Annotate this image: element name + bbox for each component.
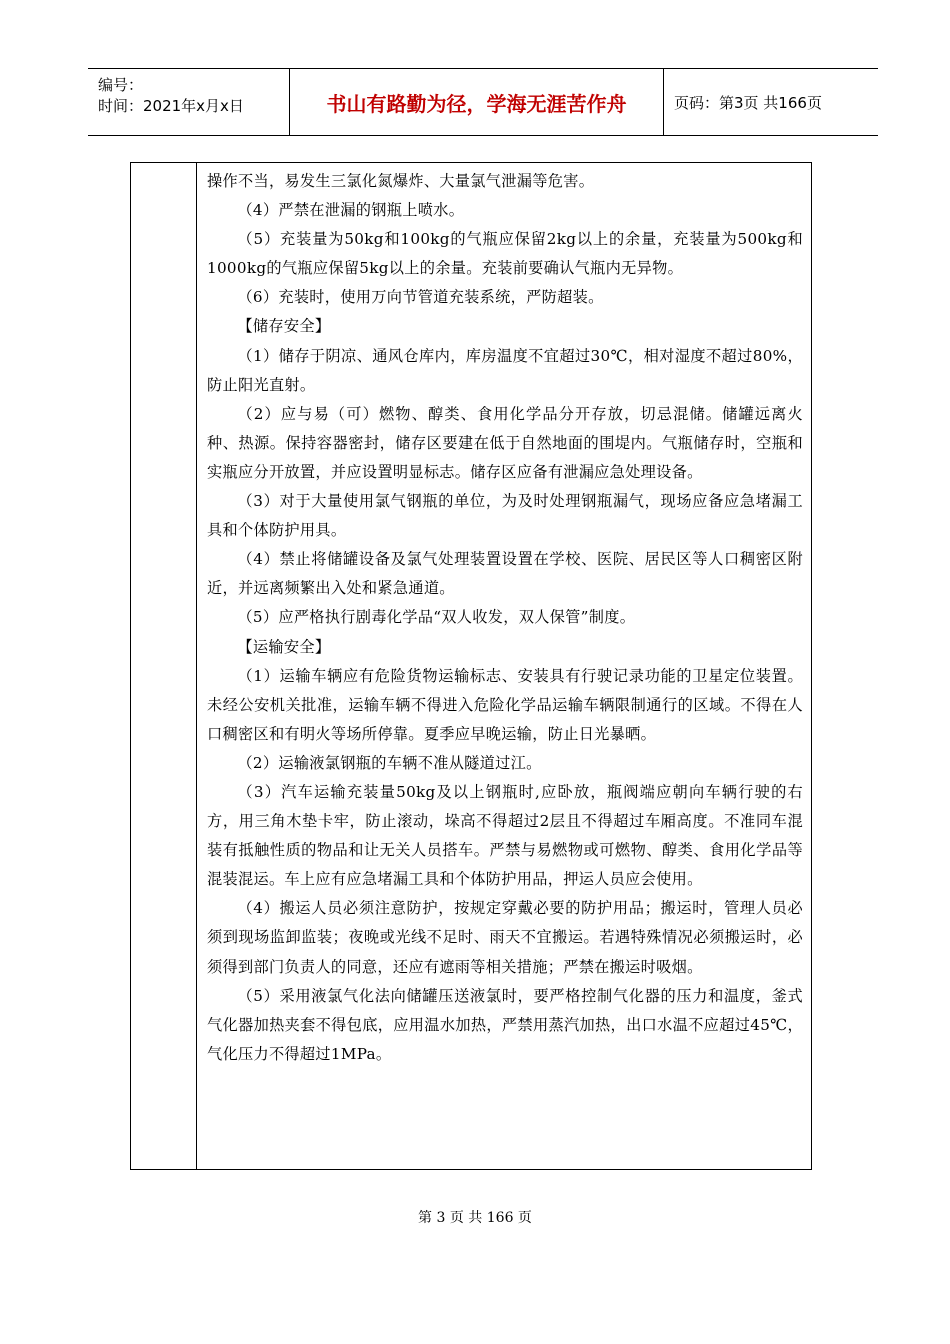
paragraph: （4）禁止将储罐设备及氯气处理装置设置在学校、医院、居民区等人口稠密区附近，并远离频繁出入处和紧急通道。 — [207, 550, 803, 598]
paragraph: （1）储存于阴凉、通风仓库内，库房温度不宜超过30℃，相对湿度不超过80%，防止阳光直射。 — [207, 346, 803, 394]
page-footer: 第 3 页 共 166 页 — [418, 1210, 532, 1226]
paragraph: （6）充装时，使用万向节管道充装系统，严防超装。 — [237, 288, 604, 307]
paragraph: （2）应与易（可）燃物、醇类、食用化学品分开存放，切忌混储。储罐远离火种、热源。保持容器密封，储存区要建在低于自然地面的围堤内。气瓶储存时，空瓶和实瓶应分开放置，并应设置明显标志。储存区应备有泄漏应急处理设备。 — [207, 404, 803, 481]
paragraph: （4）严禁在泄漏的钢瓶上喷水。 — [237, 201, 465, 220]
paragraph: 操作不当，易发生三氯化氮爆炸、大量氯气泄漏等危害。 — [207, 172, 595, 190]
document-time-label: 时间：2021年x月x日 — [98, 97, 244, 115]
paragraph: （3）汽车运输充装量50kg及以上钢瓶时,应卧放，瓶阀端应朝向车辆行驶的右方，用三角木垫卡牢，防止滚动，垛高不得超过2层且不得超过车厢高度。不准同车混装有抵触性质的物品和让无关人员搭车。严禁与易燃物或可燃物、醇类、食用化学品等混装混运。车上应有应急堵漏工具和个体防护用品，押运人员应会使用。 — [207, 782, 803, 889]
paragraph: （4）搬运人员必须注意防护，按规定穿戴必要的防护用品；搬运时，管理人员必须到现场监卸监装；夜晚或光线不足时、雨天不宜搬运。若遇特殊情况必须搬运时，必须得到部门负责人的同意，还应有遮雨等相关措施；严禁在搬运时吸烟。 — [207, 899, 803, 976]
header-meta — [88, 69, 290, 135]
paragraph: （5）采用液氯气化法向储罐压送液氯时，要严格控制气化器的压力和温度，釜式气化器加热夹套不得包底，应用温水加热，严禁用蒸汽加热，出口水温不应超过45℃，气化压力不得超过1MPa。 — [207, 986, 803, 1063]
paragraph: （5）应严格执行剧毒化学品“双人收发，双人保管”制度。 — [237, 608, 636, 627]
page-header — [88, 68, 878, 136]
section-heading-transport: 【运输安全】 — [237, 637, 331, 656]
paragraph: （5）充装量为50kg和100kg的气瓶应保留2kg以上的余量，充装量为500kg和1000kg的气瓶应保留5kg以上的余量。充装前要确认气瓶内无异物。 — [207, 230, 803, 278]
paragraph: （3）对于大量使用氯气钢瓶的单位，为及时处理钢瓶漏气，现场应备应急堵漏工具和个体防护用具。 — [207, 492, 803, 540]
table-left-column — [131, 163, 197, 1169]
paragraph: （1）运输车辆应有危险货物运输标志、安装具有行驶记录功能的卫星定位装置。未经公安机关批准，运输车辆不得进入危险化学品运输车辆限制通行的区域。不得在人口稠密区和有明火等场所停靠。夏季应早晚运输，防止日光暴晒。 — [207, 666, 803, 743]
header-motto: 书山有路勤为径，学海无涯苦作舟 — [290, 69, 664, 135]
section-heading-storage: 【储存安全】 — [237, 317, 331, 336]
document-number-label: 编号： — [98, 76, 144, 94]
header-page-code: 页码：第3页 共166页 — [674, 93, 822, 112]
table-content-cell — [207, 167, 803, 1069]
paragraph: （2）运输液氯钢瓶的车辆不准从隧道过江。 — [237, 753, 542, 772]
content-table — [130, 162, 812, 1170]
